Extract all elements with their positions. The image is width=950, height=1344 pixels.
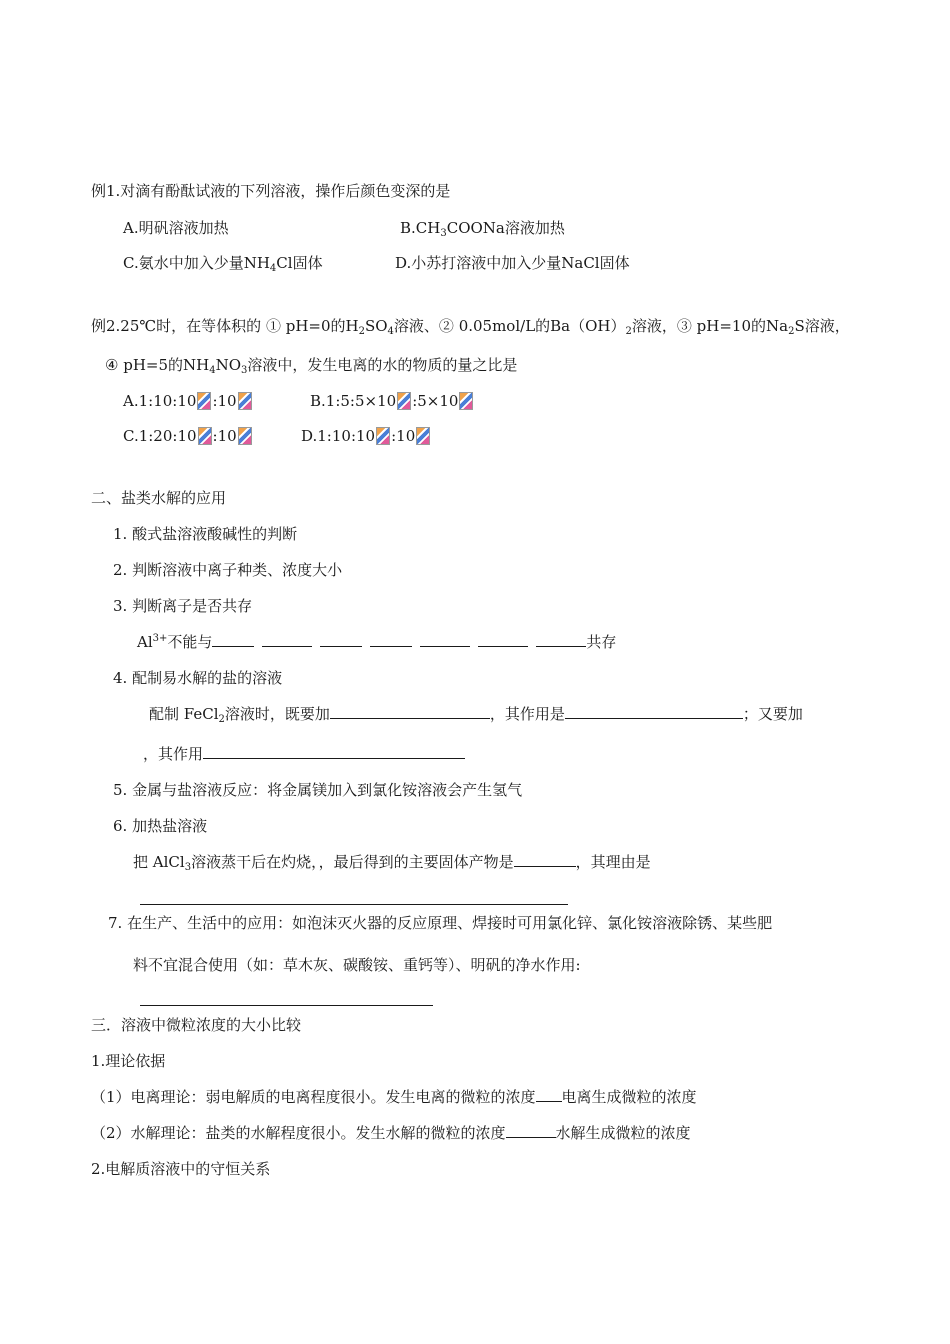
section-2-item-2: 2. 判断溶液中离子种类、浓度大小 <box>113 561 343 579</box>
exponent-image-icon <box>459 392 473 410</box>
fecl2-line: 配制 FeCl$_2$溶液时，既要加 ，其作用是 ；又要加 <box>149 705 803 725</box>
answer-line[interactable] <box>140 1005 433 1006</box>
answer-blank[interactable] <box>514 852 576 867</box>
exponent-image-icon <box>197 392 211 410</box>
alcl3-line: 把 AlCl$_3$溶液蒸干后在灼烧，，最后得到的主要固体产物是 ，其理由是 <box>133 853 651 873</box>
example-2-option-d: D.1:10:10 :10 <box>301 426 431 446</box>
exponent-image-icon <box>376 427 390 445</box>
answer-blank[interactable] <box>370 632 412 647</box>
section-2-item-7-line-2: 料不宜混合使用（如：草木灰、碳酸铵、重钙等）、明矾的净水作用: <box>133 956 581 974</box>
fecl2-line-2: ，其作用 <box>143 744 465 764</box>
section-2-item-1: 1. 酸式盐溶液酸碱性的判断 <box>113 525 298 543</box>
answer-blank[interactable] <box>330 704 490 719</box>
example-2-question-line-2: ④ pH=5的$NH_4NO_3$溶液中，发生电离的水的物质的量之比是 <box>105 356 518 376</box>
section-2-item-3: 3. 判断离子是否共存 <box>113 597 253 615</box>
answer-line[interactable] <box>140 904 568 905</box>
exponent-image-icon <box>238 392 252 410</box>
example-1-question: 例1.对滴有酚酞试液的下列溶液，操作后颜色变深的是 <box>91 182 451 200</box>
answer-blank[interactable] <box>262 632 312 647</box>
answer-blank[interactable] <box>536 1087 562 1102</box>
answer-blank[interactable] <box>320 632 362 647</box>
answer-blank[interactable] <box>506 1123 556 1138</box>
example-1-option-a: A.明矾溶液加热 <box>123 219 229 237</box>
section-3-subtitle-1: 1.理论依据 <box>91 1052 166 1070</box>
section-3-title: 三．溶液中微粒浓度的大小比较 <box>91 1016 302 1034</box>
example-1-option-b: $B.CH_3COONa$溶液加热 <box>400 219 565 239</box>
exponent-image-icon <box>198 427 212 445</box>
ionization-theory-line: （1）电离理论：弱电解质的电离程度很小。发生电离的微粒的浓度 电离生成微粒的浓度 <box>91 1088 697 1106</box>
hydrolysis-theory-line: （2）水解理论：盐类的水解程度很小。发生水解的微粒的浓度 水解生成微粒的浓度 <box>91 1124 691 1142</box>
section-3-subtitle-2: 2.电解质溶液中的守恒关系 <box>91 1160 271 1178</box>
exponent-image-icon <box>238 427 252 445</box>
section-2-item-4: 4. 配制易水解的盐的溶液 <box>113 669 283 687</box>
example-2-option-b: B.1:5:5×10 :5×10 <box>310 391 474 411</box>
example-1-option-d: D.小苏打溶液中加入少量NaCl固体 <box>395 254 630 272</box>
example-2-option-a: A.1:10:10 :10 <box>123 391 253 411</box>
example-2-question-line-1: 例2.25℃时，在等体积的 ① pH=0的$H_2SO_4$溶液、② 0.05mol/L的$Ba(OH)_2$溶液，③ pH=10的$Na_2S$溶液， <box>91 317 850 337</box>
answer-blank[interactable] <box>203 744 465 759</box>
exponent-image-icon <box>416 427 430 445</box>
answer-blank[interactable] <box>212 632 254 647</box>
section-2-item-7-line-1: 7. 在生产、生活中的应用：如泡沫灭火器的反应原理、焊接时可用氯化锌、氯化铵溶液除锈、某些肥 <box>108 914 773 932</box>
answer-blank[interactable] <box>478 632 528 647</box>
section-2-item-5: 5. 金属与盐溶液反应：将金属镁加入到氯化铵溶液会产生氢气 <box>113 781 523 799</box>
section-2-title: 二、盐类水解的应用 <box>91 489 227 507</box>
example-1-option-c: C.氨水中加入少量$NH_4Cl$固体 <box>123 254 323 274</box>
aluminum-coexist-line: $Al^{3+}$不能与 共存 <box>137 633 617 651</box>
answer-blank[interactable] <box>420 632 470 647</box>
answer-blank[interactable] <box>565 704 743 719</box>
section-2-item-6: 6. 加热盐溶液 <box>113 817 208 835</box>
exponent-image-icon <box>397 392 411 410</box>
example-2-option-c: C.1:20:10 :10 <box>123 426 253 446</box>
answer-blank[interactable] <box>536 632 586 647</box>
